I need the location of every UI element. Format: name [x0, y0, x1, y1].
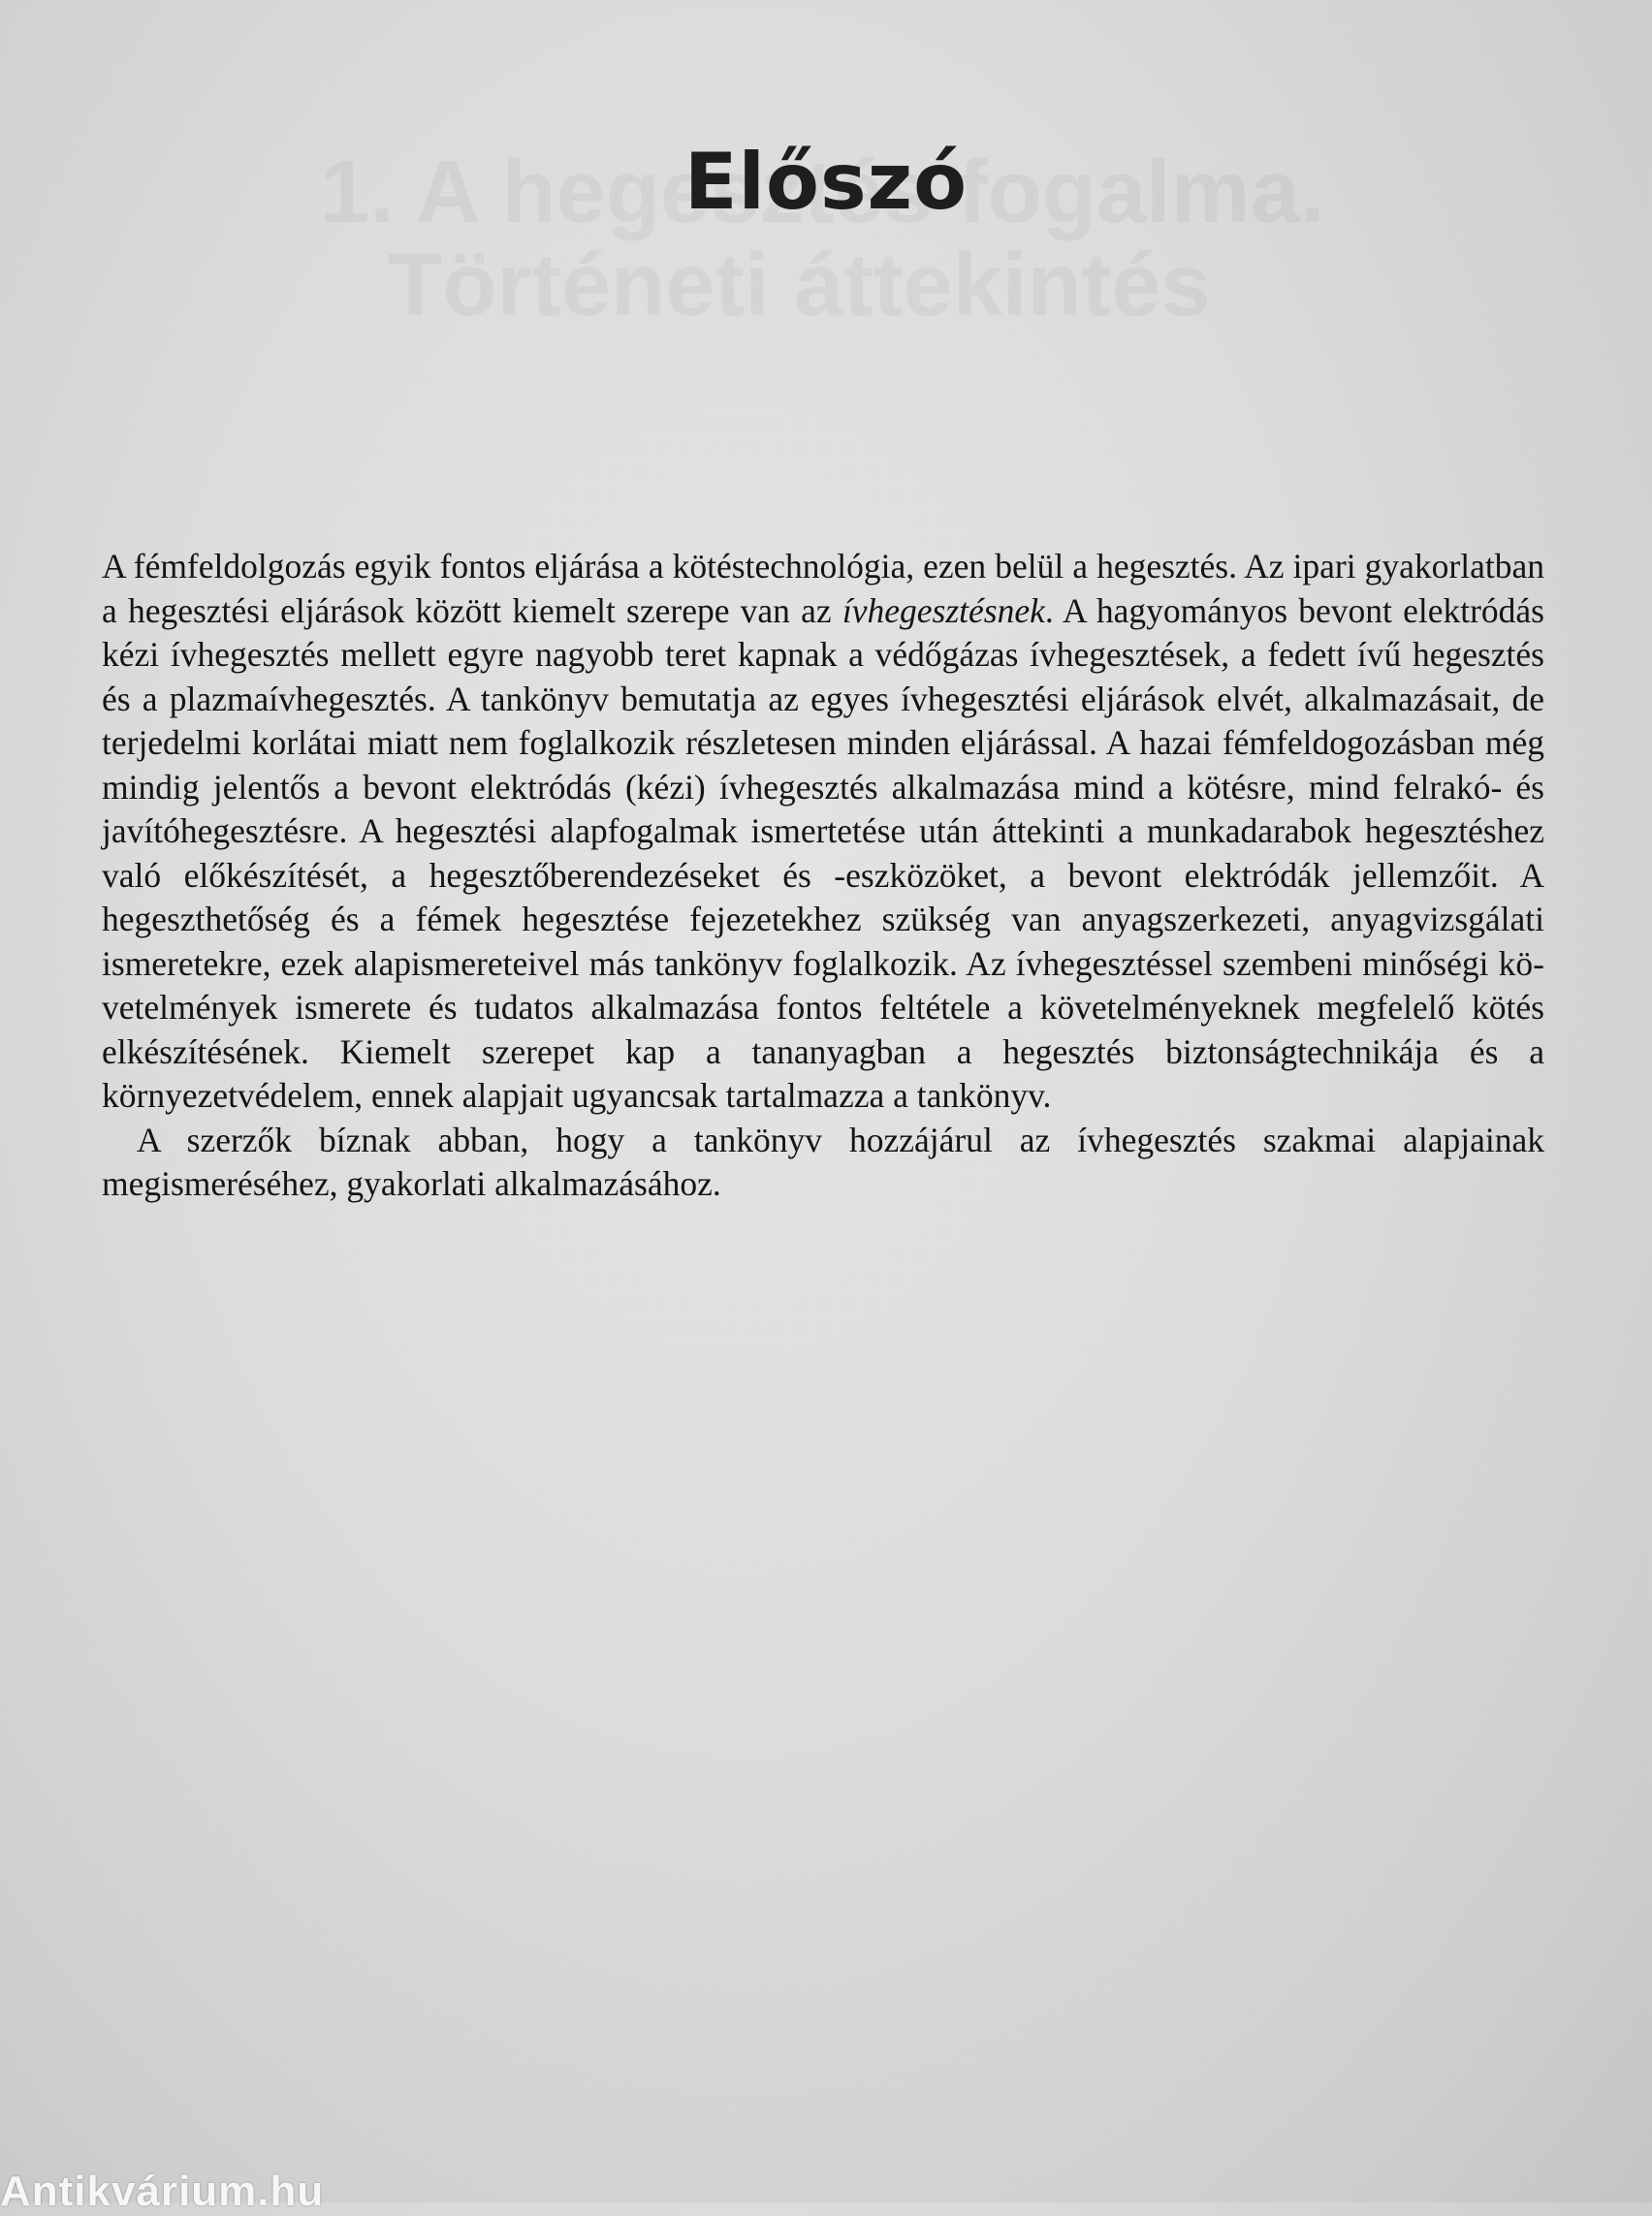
italic-term: ívhegesztésnek: [842, 590, 1045, 630]
text-run: . A hagyományos bevont elektródás kézi ívhegesztés mellett egyre nagyobb teret kapnak a védőgázas ívhegesztések, a fedett ívű hegesztés és a plazmaívhegesztés. A tankönyv bemutatja az egyes ívhegesztési eljárások elvét, alkalmazásait, de terjedelmi korlátai miatt nem foglalkozik részletesen minden eljárással. A hazai fémfeldogozásban még mindig jelentős a bevont elektródás (kézi) ívhegesztés alkalmazása mind a kötésre, mind felrakó- és javítóhegesztésre. A hegesztési alapfogalmak ismertetése után áttekinti a munkadarabok hegesztéshez való előkészítését, a hegesztőberendezéseket és -eszközöket, a bevont elektródák jellemzőit. A hegeszthetőség és a fémek hegesztése fejezetekhez szükség van anyagszerkezeti, anyagvizsgálati ismeretekre, ezek alapismereteivel más tankönyv foglalkozik. Az ívhegesztéssel szembeni minőségi követelmények ismerete és tudatos alkalmazása fontos feltétele a követelményeknek megfelelő kötés elkészítésének. Kiemelt szerepet kap a tananyagban a hegesztés biztonságtechnikája és a környezetvédelem, ennek alapjait ugyancsak tartalmazza a tankönyv.: [102, 590, 1544, 1115]
show-through-line: [320, 238, 1483, 332]
body-paragraph: [102, 1119, 1544, 1207]
body-text: [102, 545, 1544, 1207]
watermark-text: Antikvárium.hu: [0, 2168, 325, 2215]
text-run: A szerzők bíznak abban, hogy a tankönyv hozzájárul az ívhegesztés szakmai alapjainak megismeréséhez, gyakorlati alkalmazásához.: [102, 1120, 1544, 1203]
text-run: A fémfeldolgozás egyik fontos eljárása a kötéstechnológia, ezen belül a hegesztés. Az ipari gyakorlatban a hegesztési eljárások között kiemelt szerepe van az: [102, 547, 1544, 630]
body-paragraph: [102, 545, 1544, 1119]
page-title: Előszó: [683, 137, 969, 227]
